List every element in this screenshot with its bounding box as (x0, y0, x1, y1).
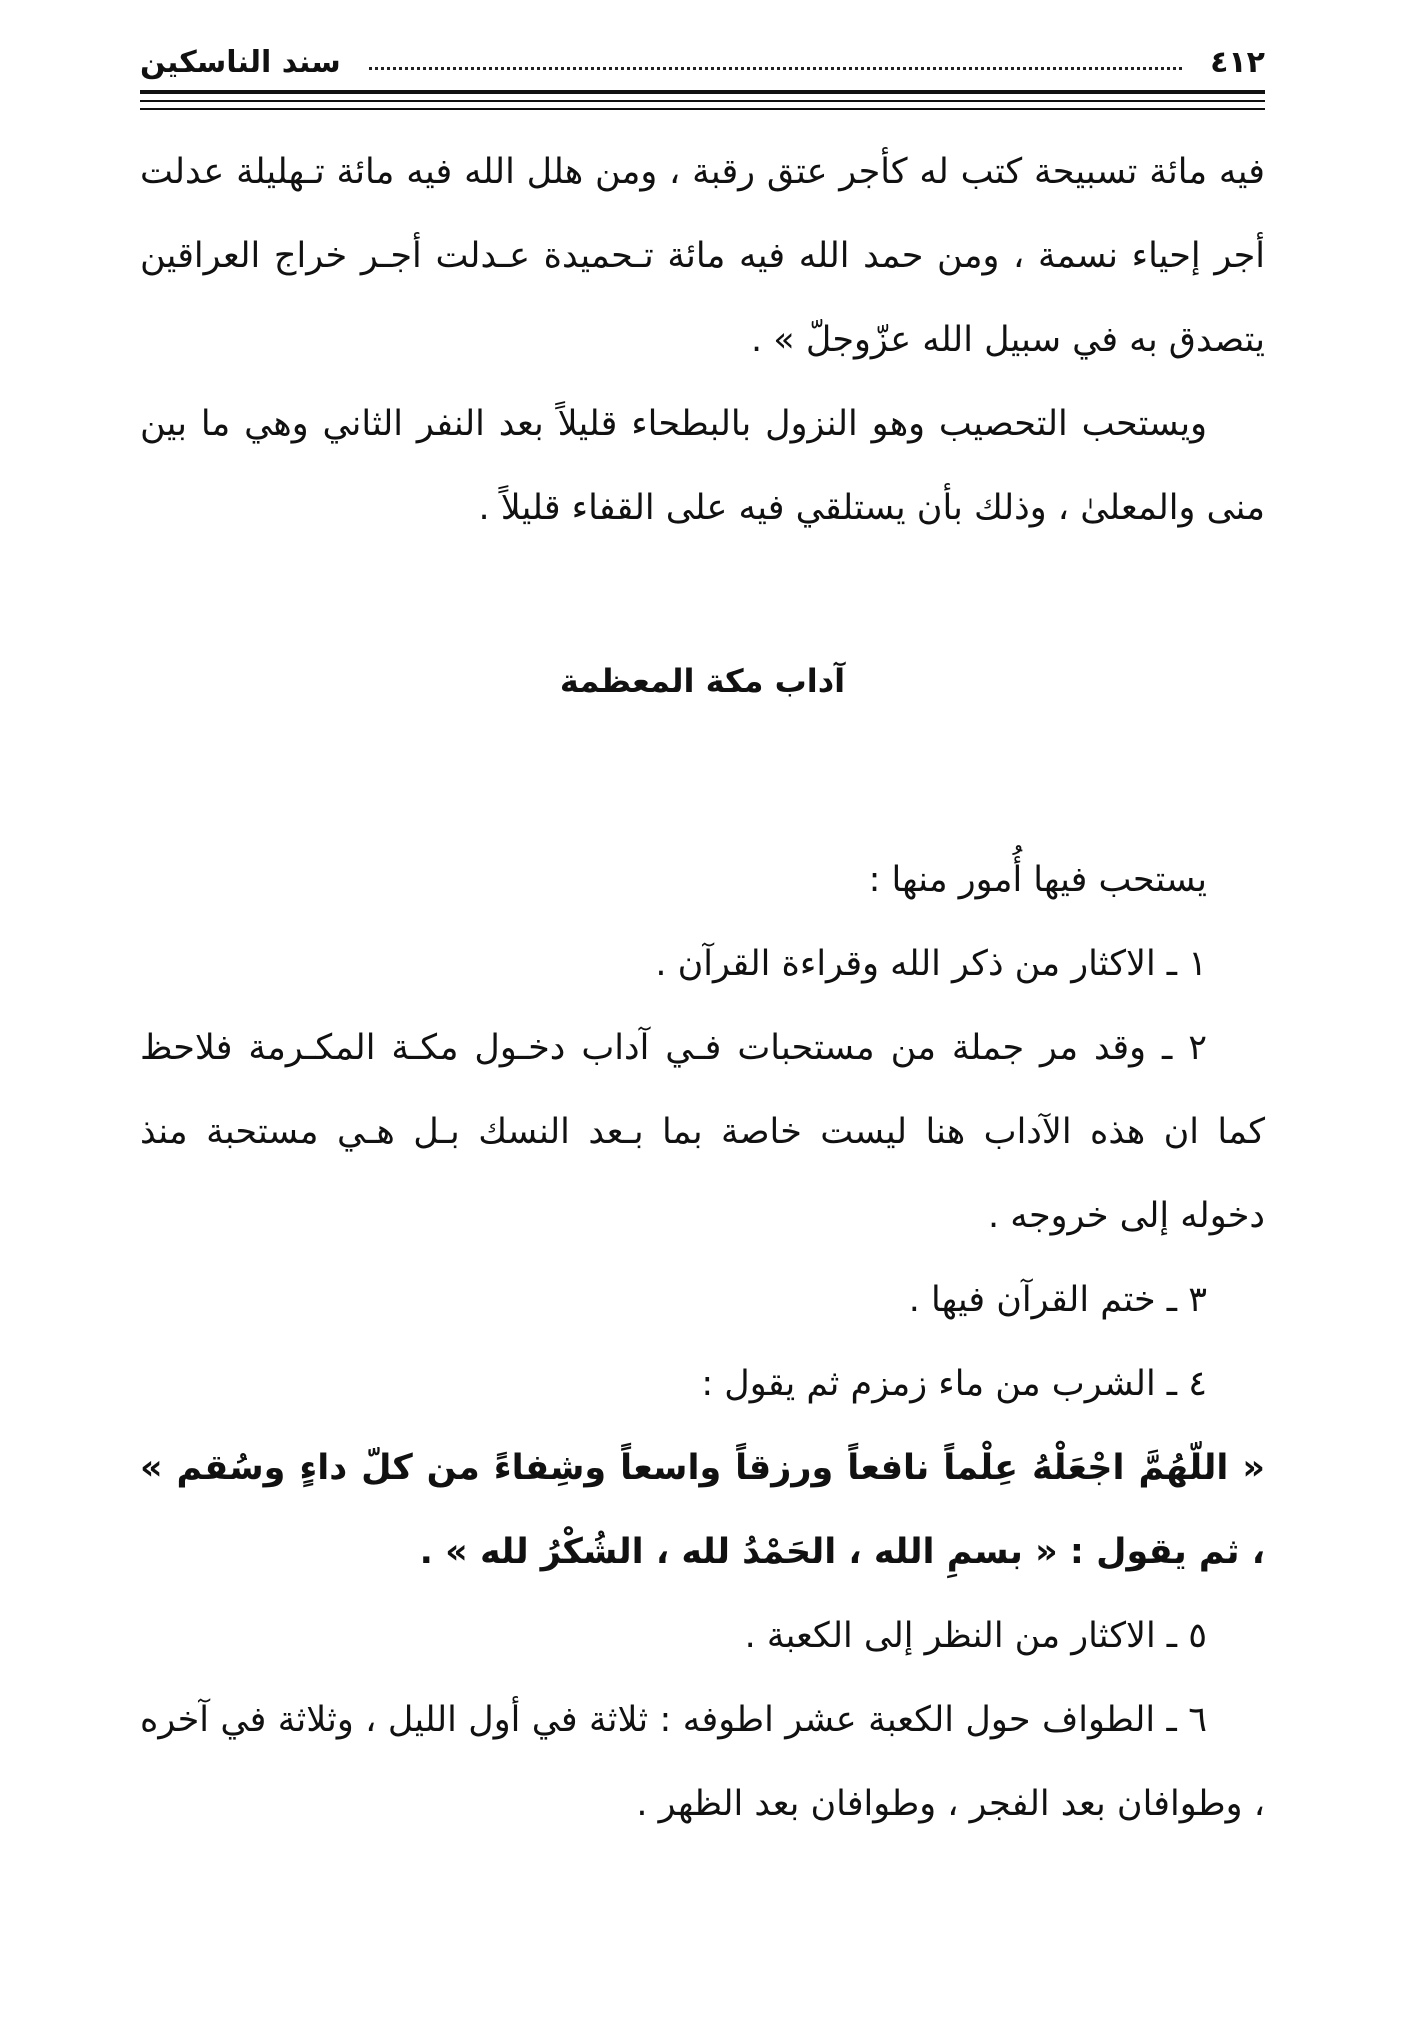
book-title: سند الناسكين (140, 44, 341, 80)
intro-paragraph: يستحب فيها أُمور منها : (868, 860, 1207, 900)
header-rule-thin-lower (140, 108, 1265, 110)
body-text-block (140, 838, 1265, 1846)
continuation-paragraph: فيه مائة تسبيحة كتب له كأجر عتق رقبة ، ومن هلل الله فيه مائة تـهليلة عدلت أجر إحياء نسمة ، ومن حمد الله فيه مائة تـحميدة عـدلت أجـر خراج العراقين يتصدق به في سبيل الله عزّوجلّ » . (140, 152, 1265, 360)
header-rule-thin (140, 100, 1265, 102)
header-rule-thick (140, 90, 1265, 94)
list-item-3: ٣ ـ ختم القرآن فيها . (908, 1280, 1207, 1320)
list-item-1: ١ ـ الاكثار من ذكر الله وقراءة القرآن . (655, 944, 1207, 984)
list-item-6: ٦ ـ الطواف حول الكعبة عشر اطوفه : ثلاثة في أول الليل ، وثلاثة في آخره ، وطوافان بعد الفجر ، وطوافان بعد الظهر . (140, 1700, 1265, 1824)
tahsib-paragraph: ويستحب التحصيب وهو النزول بالبطحاء قليلاً بعد النفر الثاني وهي ما بين منى والمعلىٰ ، وذلك بأن يستلقي فيه على القفاء قليلاً . (140, 404, 1265, 528)
list-item-5: ٥ ـ الاكثار من النظر إلى الكعبة . (744, 1616, 1207, 1656)
dua-paragraph: « اللّهُمَّ اجْعَلْهُ عِلْماً نافعاً ورزقاً واسعاً وشِفاءً من كلّ داءٍ وسُقم » ، ثم يقول : « بسمِ الله ، الحَمْدُ لله ، الشُكْرُ لله » . (140, 1448, 1265, 1572)
list-item-2: ٢ ـ وقد مر جملة من مستحبات فـي آداب دخـول مكـة المكـرمة فلاحظ كما ان هذه الآداب هنا ليست خاصة بما بـعد النسك بـل هـي مستحبة منذ دخوله إلى خروجه . (140, 1028, 1265, 1236)
list-item-4: ٤ ـ الشرب من ماء زمزم ثم يقول : (701, 1364, 1207, 1404)
running-header (140, 40, 1265, 84)
page-number: ٤١٢ (1210, 44, 1265, 80)
dotted-leader (369, 67, 1182, 70)
section-heading: آداب مكة المعظمة (559, 662, 846, 700)
top-text-block (140, 130, 1265, 550)
